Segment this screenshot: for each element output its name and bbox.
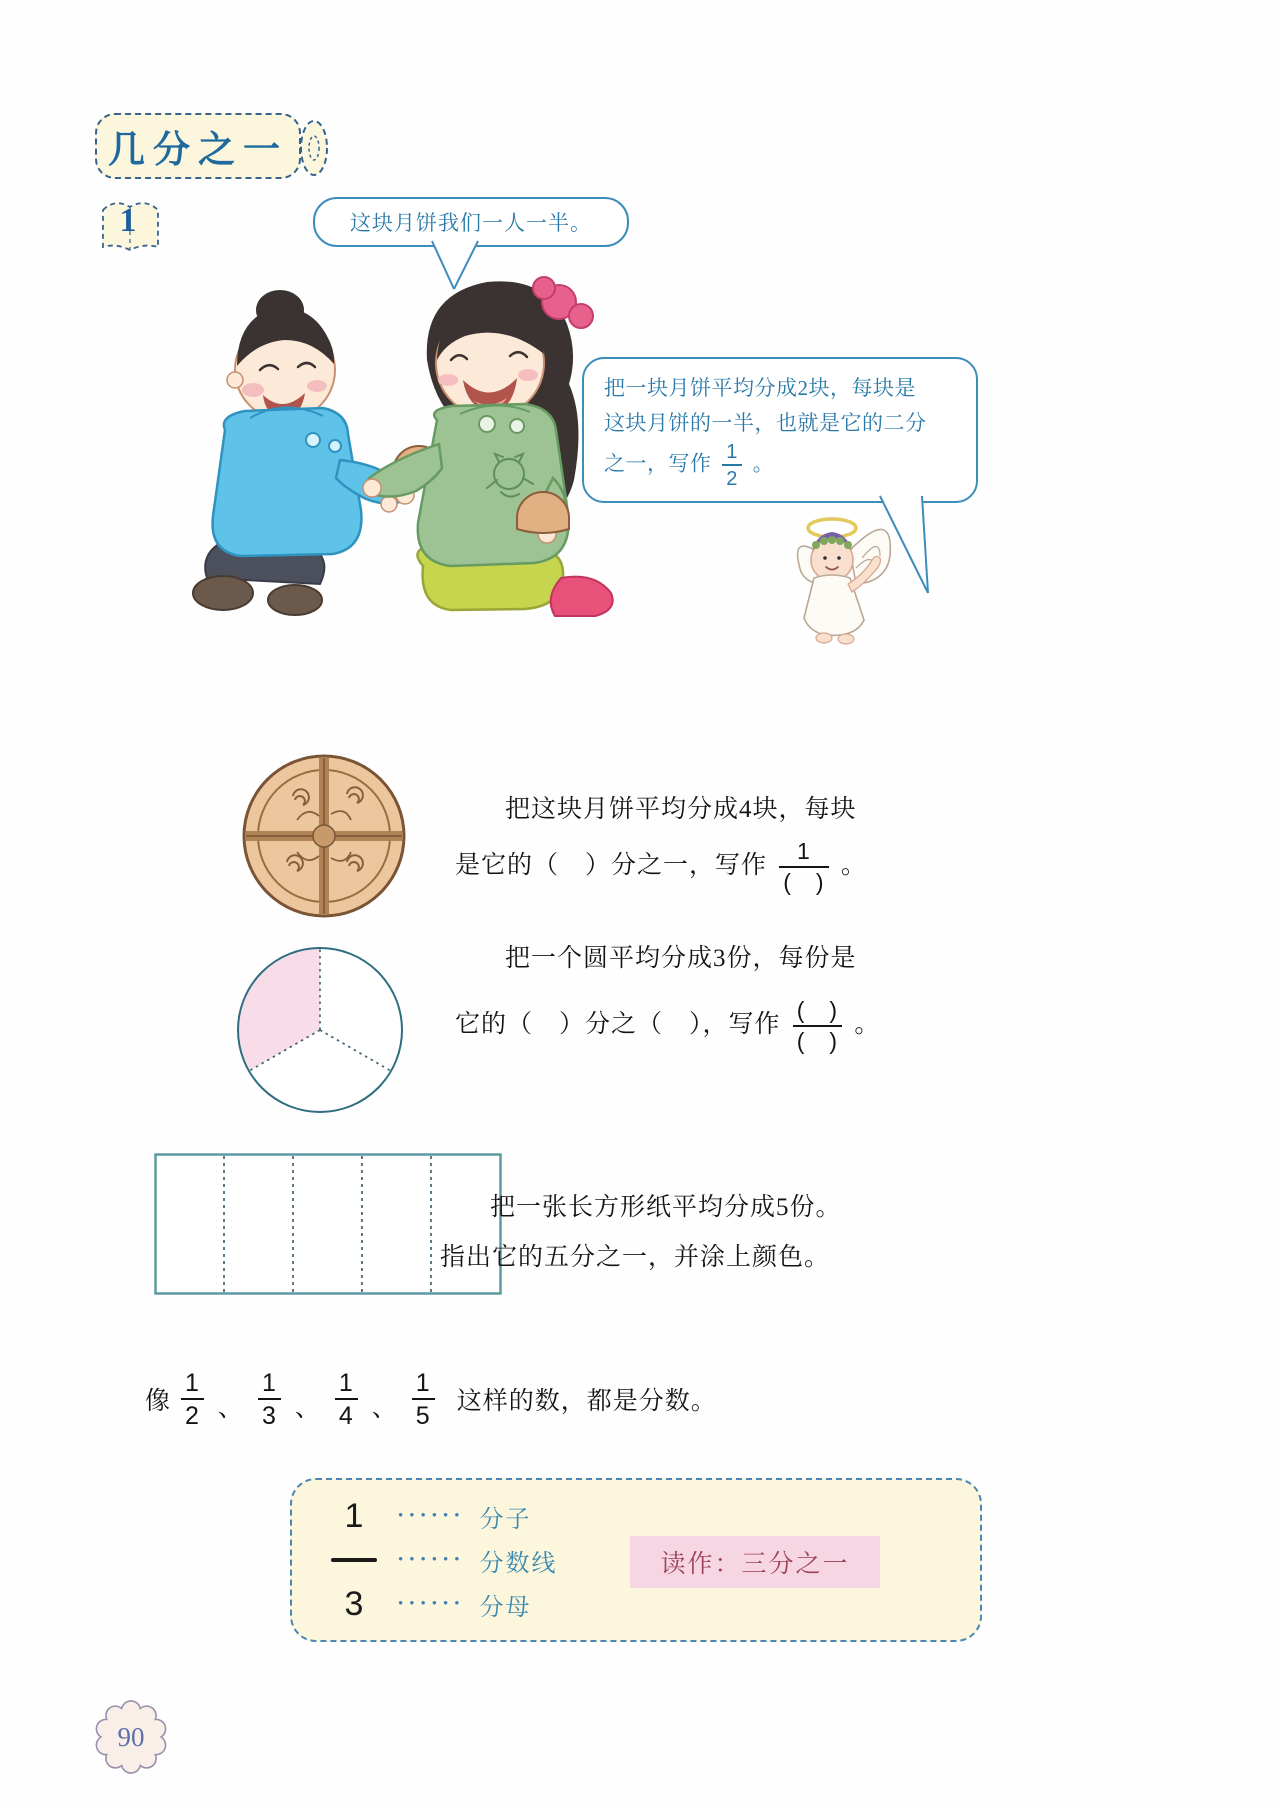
question-line: 指出它的五分之一，并涂上颜色。 — [440, 1244, 831, 1271]
definition-row-numerator — [328, 1494, 980, 1538]
fraction-numerator: 1 — [261, 1368, 277, 1397]
fraction-denominator: ( ) — [793, 1025, 842, 1055]
fraction-denominator: 5 — [412, 1398, 435, 1430]
question-text: 。 — [854, 1011, 881, 1038]
fraction — [258, 1369, 281, 1430]
fraction-denominator: 2 — [722, 464, 742, 490]
definition-row-denominator — [328, 1582, 980, 1626]
fraction — [793, 998, 842, 1055]
fraction — [181, 1369, 204, 1430]
page-number-badge — [92, 1698, 170, 1776]
fraction-numerator: 1 — [338, 1368, 354, 1397]
question-line: 把一个圆平均分成3份，每份是 — [505, 945, 857, 972]
lesson-number: 1 — [119, 202, 137, 239]
summary-sentence — [145, 1356, 717, 1442]
separator: 、 — [217, 1395, 244, 1422]
angel-illustration — [772, 500, 902, 645]
fraction-denominator: 2 — [181, 1398, 204, 1430]
reading-text: 读作：三分之一 — [660, 1551, 850, 1578]
fraction-denominator: 3 — [258, 1398, 281, 1430]
definition-box — [290, 1478, 982, 1642]
speech-text: 之一，写作 — [604, 451, 712, 476]
fraction-numerator: 1 — [415, 1368, 431, 1397]
section-title-box — [95, 113, 301, 179]
fraction-denominator: ( ) — [779, 866, 828, 896]
question-text: 是它的（ ）分之一，写作 — [455, 852, 768, 879]
dots-leader: •••••• — [398, 1595, 466, 1612]
fraction — [412, 1369, 435, 1430]
section-title: 几分之一 — [108, 130, 288, 171]
separator: 、 — [371, 1395, 398, 1422]
scroll-icon — [297, 117, 333, 181]
speech-text: 这块月饼我们一人一半。 — [350, 211, 592, 235]
mooncake-image — [235, 750, 413, 924]
reading-box — [630, 1536, 880, 1588]
page-number: 90 — [117, 1722, 145, 1752]
question-rectangle — [440, 1183, 1000, 1283]
speech-bubble-angel — [582, 357, 978, 503]
fraction — [722, 441, 742, 491]
dots-leader: •••••• — [398, 1507, 466, 1524]
fraction-denominator: 3 — [344, 1584, 364, 1623]
children-illustration — [165, 248, 645, 648]
question-text: 它的（ ）分之（ ），写作 — [455, 1011, 781, 1038]
fraction — [335, 1369, 358, 1430]
fraction-denominator: 4 — [335, 1398, 358, 1430]
separator: 、 — [294, 1395, 321, 1422]
question-line: 把一张长方形纸平均分成5份。 — [490, 1194, 842, 1221]
fraction-numerator: 1 — [185, 1368, 200, 1397]
question-line: 把这块月饼平均分成4块，每块 — [505, 796, 857, 823]
speech-text: 。 — [752, 451, 775, 476]
summary-text: 像 — [145, 1388, 172, 1415]
dots-leader: •••••• — [398, 1551, 466, 1568]
label-denominator: 分母 — [479, 1594, 532, 1621]
lesson-badge — [98, 194, 164, 258]
question-text: 。 — [840, 852, 867, 879]
fraction-numerator: ( ) — [796, 997, 839, 1024]
question-line — [455, 838, 995, 896]
fraction-numerator: 1 — [797, 838, 811, 865]
fraction-bar — [328, 1558, 380, 1562]
question-line — [455, 992, 1000, 1058]
speech-line: 把一块月饼平均分成2块，每块是 — [604, 376, 916, 400]
label-numerator: 分子 — [479, 1506, 532, 1533]
speech-line: 这块月饼的一半，也就是它的二分 — [604, 411, 927, 435]
fraction-numerator: 1 — [726, 441, 738, 463]
summary-text: 这样的数，都是分数。 — [456, 1388, 717, 1415]
circle-diagram — [234, 944, 406, 1116]
fraction — [779, 839, 828, 896]
question-circle — [455, 926, 1000, 1058]
label-fraction-bar: 分数线 — [479, 1550, 558, 1577]
fraction-numerator: 1 — [344, 1496, 364, 1535]
question-mooncake — [455, 782, 995, 896]
speech-line — [604, 441, 958, 491]
